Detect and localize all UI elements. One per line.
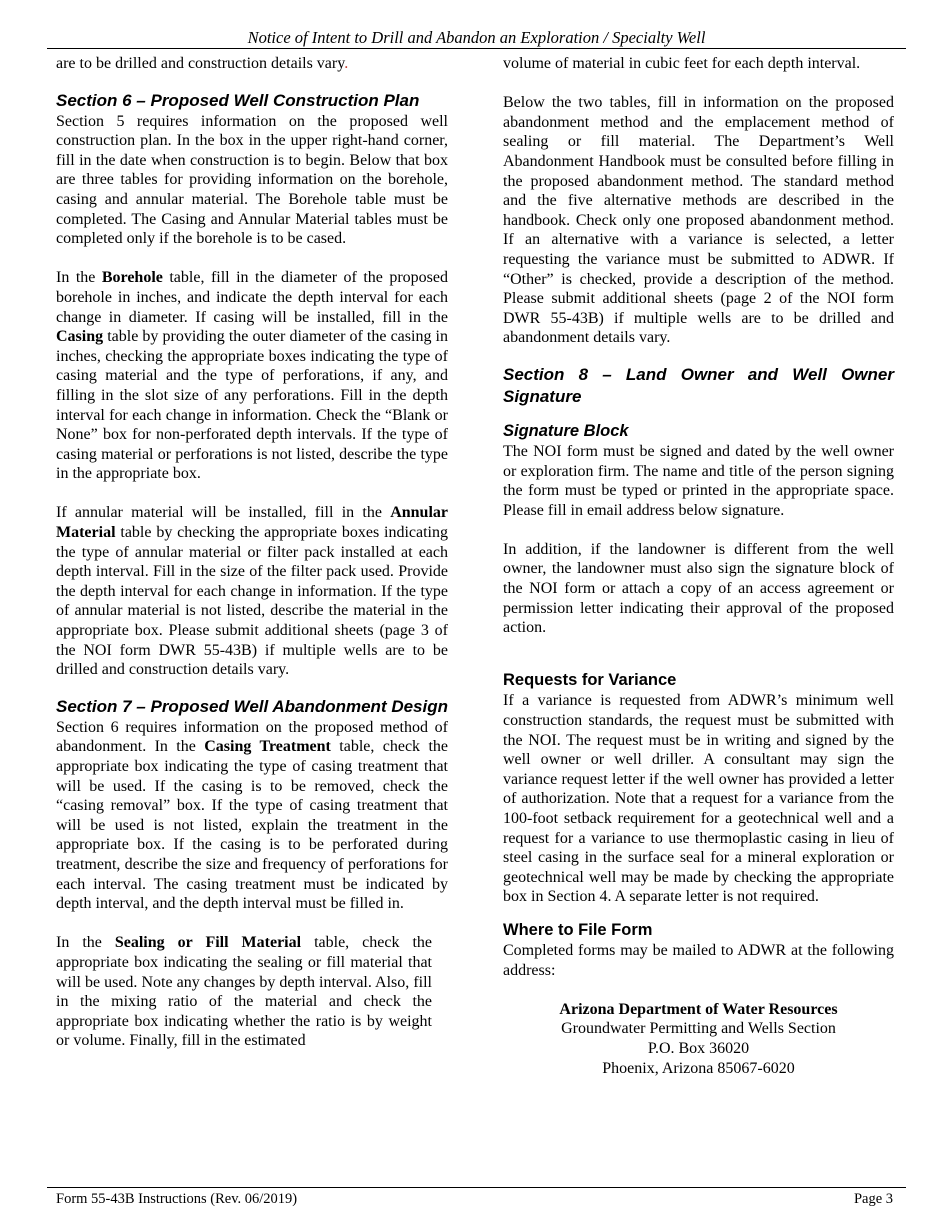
- intro-fragment: [56, 54, 448, 74]
- casing-treatment-term: Casing Treatment: [204, 738, 331, 756]
- section-6-paragraph-1: Section 5 requires information on the proposed well construction plan. In the box in the upper right-hand corner, fill in the date when construction is to begin. Below that box are three tables for providing information on the borehole, casing and annular material. The Borehole table must be completed. The Casing and Annular Material tables must be completed only if the borehole is to be cased.: [56, 112, 448, 248]
- section-7-paragraph-1: [56, 718, 448, 914]
- text-run: In the: [56, 269, 102, 287]
- continuation-text: volume of material in cubic feet for each depth interval.: [503, 55, 861, 72]
- text-run: table, fill in the diameter of the proposed borehole in inches, and indicate the depth interval for each change in diameter. If casing will be installed, fill in the: [56, 269, 448, 326]
- page-footer: [47, 1187, 906, 1207]
- text-run: Section 6 requires information on the proposed method of abandonment. In the: [56, 718, 448, 756]
- sealing-fill-term: Sealing or Fill Material: [114, 934, 302, 952]
- intro-period: .: [344, 55, 349, 72]
- filing-heading: Where to File Form: [503, 920, 653, 939]
- text-run: If annular material will be installed, fill in the: [56, 504, 391, 522]
- variance-paragraph: If a variance is requested from ADWR’s minimum well construction standards, the request must be submitted with the NOI. The request must be in writing and signed by the well owner or well driller. A consultant may sign the variance request letter if the well owner has provided a letter of authorization. Note that a request for a variance from the 100-foot setback requirement for a geotechnical well and a request for a variance to use thermoplastic casing in lieu of steel casing in the surface seal for a mineral exploration or geotechnical well may be made by checking the appropriate box in Section 4. A separate letter is not required.: [503, 692, 894, 906]
- section-8-heading: Section 8 – Land Owner and Well Owner Signature: [503, 364, 894, 406]
- text-run: table, check the appropriate box indicating the type of casing treatment that will be used. If the casing is to be removed, check the “casing removal” box. If the type of casing treatment that will be used is not listed, explain the treatment in the appropriate box. If the casing is to be perforated during treatment, describe the size and frequency of perforations for each interval. The casing treatment must be indicated by depth interval, and the depth interval must be filled in.: [56, 738, 448, 913]
- address-section: Groundwater Permitting and Wells Section: [561, 1020, 836, 1038]
- address-org: Arizona Department of Water Resources: [559, 1000, 838, 1018]
- mailing-address: [503, 1000, 894, 1078]
- section-6-heading: Section 6 – Proposed Well Construction Plan: [56, 90, 420, 110]
- section-6-paragraph-2: [56, 268, 448, 484]
- abandonment-paragraph: Below the two tables, fill in information on the proposed abandonment method and the emplacement method of sealing or fill material. The Department’s Well Abandonment Handbook must be consulted before filling in the proposed abandonment method. The standard method and the five alternative methods are described in the handbook. Check only one proposed abandonment method. If an alternative with a variance is selected, a letter requesting the variance must be submitted to ADWR. If “Other” is checked, provide a description of the method. Please submit additional sheets (page 2 of the NOI form DWR 55-43B) if multiple wells are to be drilled and abandonment details vary.: [503, 94, 894, 347]
- page-header: [47, 28, 906, 49]
- document-title: Notice of Intent to Drill and Abandon an Exploration / Specialty Well: [247, 28, 706, 47]
- form-id: Form 55-43B Instructions (Rev. 06/2019): [56, 1191, 298, 1207]
- borehole-term: Borehole: [101, 269, 163, 287]
- text-run: table by providing the outer diameter of the casing in inches, checking the appropriate boxes indicating the type of casing material and the type of perforations, if any, and filling in the slot size of any perforations. Fill in the depth interval for each change in information. Check the “Blank or None” box for non-perforated depth intervals. If the type of casing material or perforations is not listed, describe the type in the appropriate box.: [56, 328, 448, 483]
- left-column: [56, 54, 448, 1051]
- casing-term: Casing: [56, 328, 104, 346]
- signature-paragraph-1: The NOI form must be signed and dated by the well owner or exploration firm. The name and title of the person signing the form must be typed or printed in the appropriate space. Please fill in email address below signature.: [503, 442, 894, 519]
- address-po-box: P.O. Box 36020: [647, 1039, 750, 1057]
- variance-heading: Requests for Variance: [503, 671, 677, 690]
- section-6-paragraph-3: [56, 503, 448, 679]
- text-run: table by checking the appropriate boxes indicating the type of annular material or filter pack installed at each depth interval. Fill in the size of the filter pack used. Provide the depth interval for each change in information. If the type of annular material is not listed, describe the material in the appropriate box. Please submit additional sheets (page 3 of the NOI form DWR 55-43B) if multiple wells are to be drilled and construction details vary.: [56, 524, 448, 679]
- address-city: Phoenix, Arizona 85067-6020: [602, 1059, 795, 1077]
- signature-paragraph-2: In addition, if the landowner is different from the well owner, the landowner must also sign the signature block of the NOI form or attach a copy of an access agreement or permission letter indicating their approval of the proposed action.: [503, 540, 894, 637]
- section-7-heading: Section 7 – Proposed Well Abandonment Design: [56, 696, 449, 716]
- section-7-paragraph-2: [56, 933, 432, 1051]
- filing-paragraph: Completed forms may be mailed to ADWR at the following address:: [503, 941, 894, 979]
- text-run: table, check the appropriate box indicating the sealing or fill material that will be used. Note any changes by depth interval. Also, fill in the mixing ratio of the material and check the appropriate box indicating whether the ratio is by weight or volume. Finally, fill in the estimated: [56, 934, 432, 1050]
- text-run: In the: [56, 934, 115, 952]
- signature-block-heading: Signature Block: [503, 421, 629, 440]
- annular-material-term: Annular Material: [56, 504, 448, 542]
- intro-fragment-text: are to be drilled and construction details vary: [56, 55, 345, 72]
- right-column: [503, 54, 894, 1078]
- page-number: Page 3: [853, 1191, 893, 1207]
